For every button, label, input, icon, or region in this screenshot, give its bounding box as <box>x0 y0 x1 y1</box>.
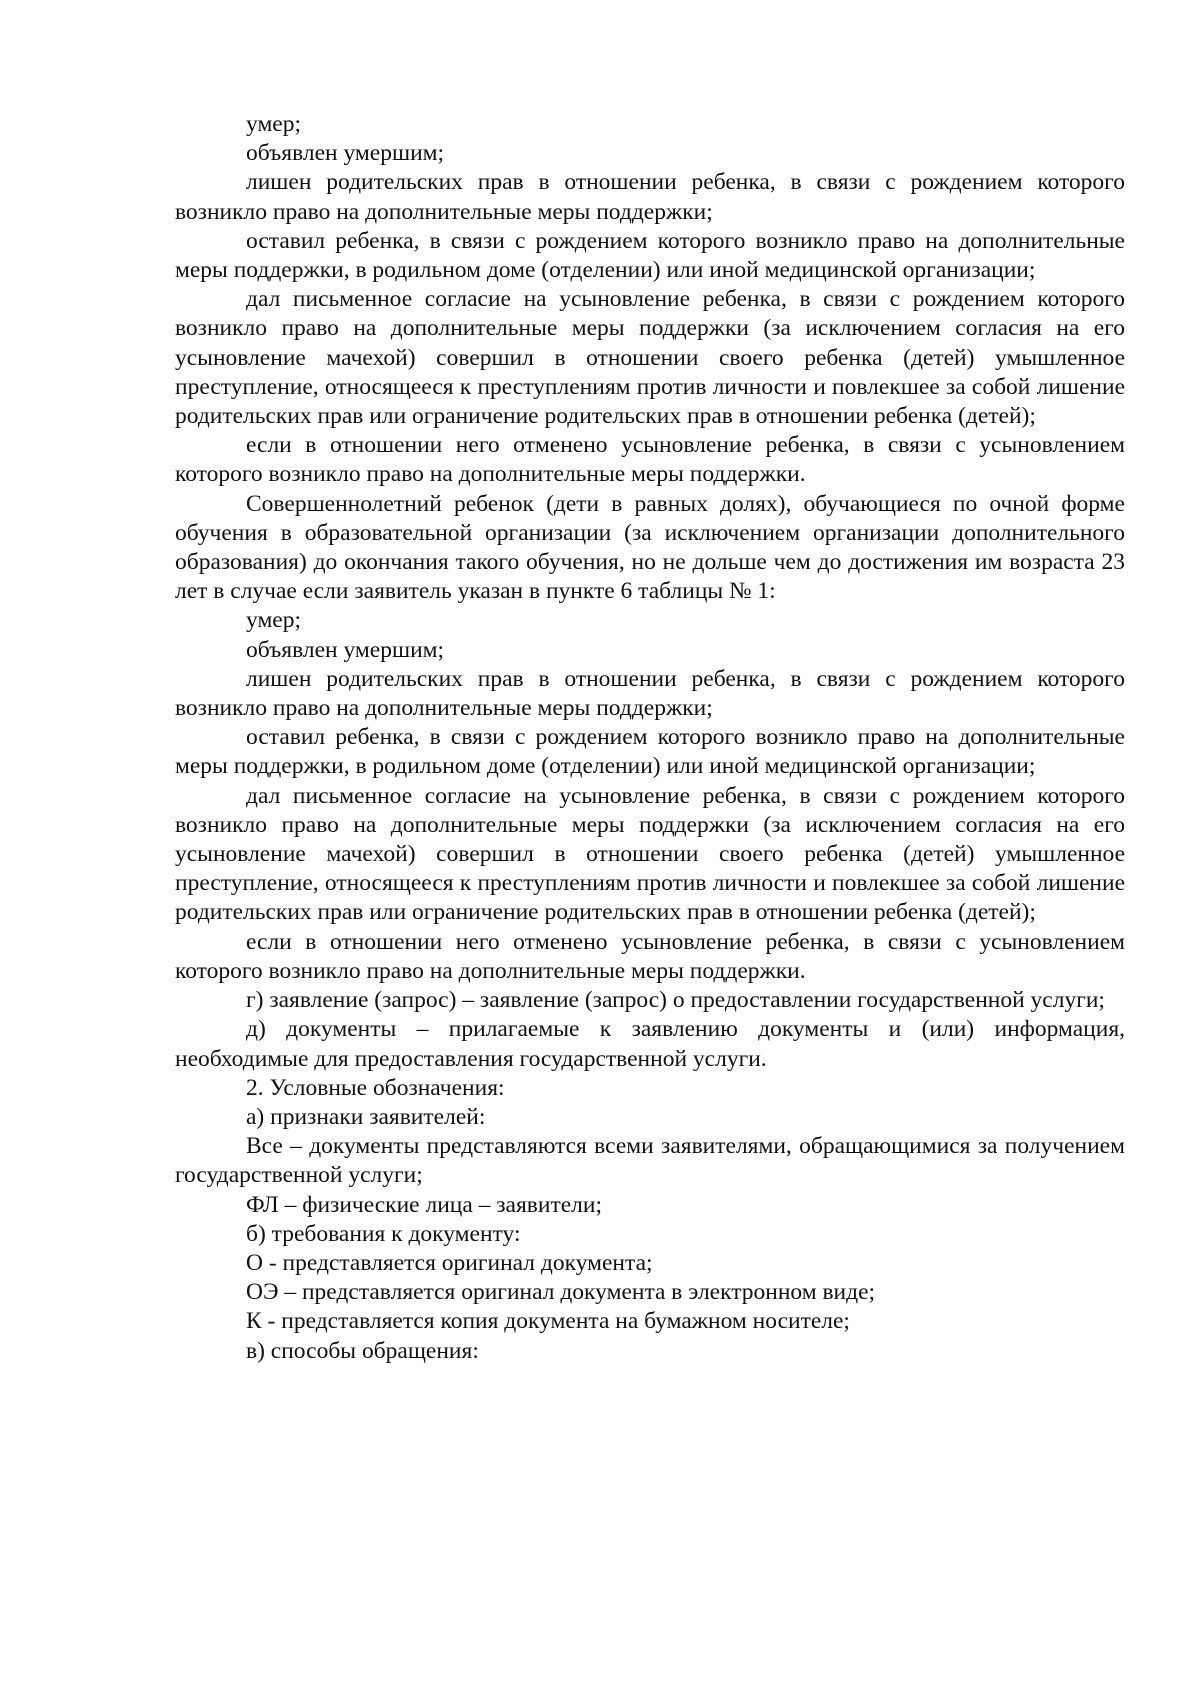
paragraph: если в отношении него отменено усыновление ребенка, в связи с усыновлением которого возникло право на дополнительные меры поддержки. <box>175 928 1125 984</box>
paragraph: оставил ребенка, в связи с рождением которого возникло право на дополнительные меры поддержки, в родильном доме (отделении) или иной медицинской организации; <box>175 724 1125 780</box>
paragraph: К - представляется копия документа на бумажном носителе; <box>246 1308 850 1335</box>
document-page <box>175 110 1125 1366</box>
paragraph: умер; <box>246 111 302 137</box>
paragraph: Совершеннолетний ребенок (дети в равных долях), обучающиеся по очной форме обучения в образовательной организации (за исключением организации дополнительного образования) до окончания такого обучения, но не дольше чем до достижения им возраста 23 лет в случае если заявитель указан в пункте 6 таблицы № 1: <box>175 490 1125 605</box>
paragraph: б) требования к документу: <box>246 1220 521 1247</box>
paragraph: в) способы обращения: <box>246 1337 479 1364</box>
paragraph: лишен родительских прав в отношении ребенка, в связи с рождением которого возникло право на дополнительные меры поддержки; <box>175 665 1125 722</box>
paragraph: Все – документы представляются всеми заявителями, обращающимися за получением государственной услуги; <box>175 1133 1125 1189</box>
paragraph: объявлен умершим; <box>246 140 445 167</box>
paragraph: лишен родительских прав в отношении ребенка, в связи с рождением которого возникло право на дополнительные меры поддержки; <box>175 169 1125 225</box>
paragraph: если в отношении него отменено усыновление ребенка, в связи с усыновлением которого возникло право на дополнительные меры поддержки. <box>175 432 1125 488</box>
paragraph: О - представляется оригинал документа; <box>246 1249 653 1276</box>
paragraph: д) документы – прилагаемые к заявлению документы и (или) информация, необходимые для предоставления государственной услуги. <box>175 1016 1125 1072</box>
paragraph: г) заявление (запрос) – заявление (запрос) о предоставлении государственной услуги; <box>246 987 1105 1014</box>
section-heading: 2. Условные обозначения: <box>246 1074 505 1101</box>
paragraph: а) признаки заявителей: <box>246 1103 486 1130</box>
paragraph: дал письменное согласие на усыновление ребенка, в связи с рождением которого возникло право на дополнительные меры поддержки (за исключением согласия на его усыновление мачехой) совершил в отношении своего ребенка (детей) умышленное преступление, относящееся к преступлениям против личности и повлекшее за собой лишение родительских прав или ограничение родительских прав в отношении ребенка (детей); <box>175 782 1125 926</box>
paragraph: умер; <box>246 607 302 634</box>
paragraph: дал письменное согласие на усыновление ребенка, в связи с рождением которого возникло право на дополнительные меры поддержки (за исключением согласия на его усыновление мачехой) совершил в отношении своего ребенка (детей) умышленное преступление, относящееся к преступлениям против личности и повлекшее за собой лишение родительских прав или ограничение родительских прав в отношении ребенка (детей); <box>175 286 1125 430</box>
paragraph: объявлен умершим; <box>246 636 445 663</box>
paragraph: оставил ребенка, в связи с рождением которого возникло право на дополнительные меры поддержки, в родильном доме (отделении) или иной медицинской организации; <box>175 227 1125 284</box>
paragraph: ФЛ – физические лица – заявители; <box>246 1191 602 1218</box>
paragraph: ОЭ – представляется оригинал документа в электронном виде; <box>246 1279 876 1306</box>
